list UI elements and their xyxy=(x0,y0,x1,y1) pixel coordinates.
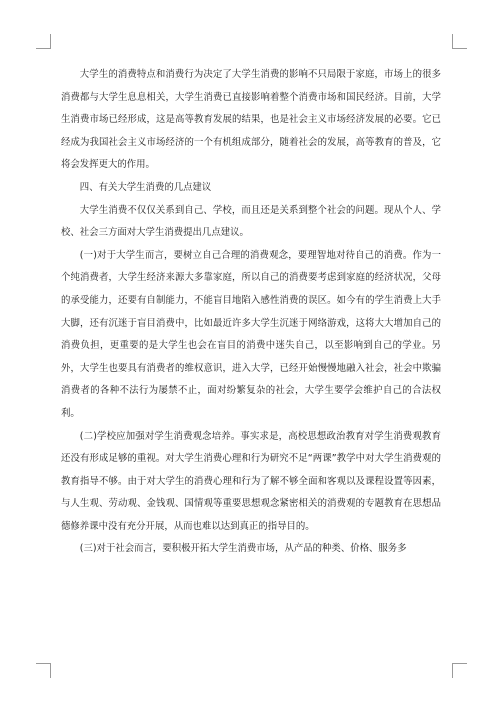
paragraph-suggestions-intro: 大学生消费不仅仅关系到自己、学校，而且还是关系到整个社会的问题。现从个人、学校、社会三方面对大学生消费提出几点建议。 xyxy=(61,204,441,239)
document-body xyxy=(61,64,441,561)
paragraph-consumption-impact: 大学生的消费特点和消费行为决定了大学生消费的影响不只局限于家庭，市场上的很多消费都与大学生息息相关，大学生消费已直接影响着整个消费市场和国民经济。目前，大学生消费市场已经形成，这是高等教育发展的结果，也是社会主义市场经济发展的必要。它已经成为我国社会主义市场经济的一个有机组成部分，随着社会的发展，高等教育的普及，它将会发挥更大的作用。 xyxy=(61,69,441,171)
section-heading-suggestions: 四、有关大学生消费的几点建议 xyxy=(79,181,212,193)
crop-mark-top-left xyxy=(36,34,51,49)
crop-mark-bottom-left xyxy=(36,663,51,678)
paragraph-school-suggestion: (二)学校应加强对学生消费观念培养。事实求是，高校思想政治教育对学生消费观教育还没有形成足够的重视。对大学生消费心理和行为研究不足“两课”教学中对大学生消费观的教育指导不够。由于对大学生的消费心理和行为了解不够全面和客观以及课程设置等因素，与人生观、劳动观、金钱观、国情观等重要思想观念紧密相关的消费观的专题教育在思想品德修养课中没有充分开展，从而也难以达到真正的指导目的。 xyxy=(61,430,441,532)
crop-mark-top-right xyxy=(452,34,467,49)
crop-mark-bottom-right xyxy=(452,663,467,678)
paragraph-society-suggestion: (三)对于社会而言，要积极开拓大学生消费市场，从产品的种类、价格、服务多 xyxy=(79,543,407,555)
paragraph-student-suggestion: (一)对于大学生而言，要树立自己合理的消费观念，要理智地对待自己的消费。作为一个纯消费者，大学生经济来源大多靠家庭，所以自己的消费要考虑到家庭的经济状况，父母的承受能力，还要有自制能力，不能盲目地陷入感性消费的误区。如今有的学生消费上大手大脚，还有沉迷于盲目消费中，比如最近许多大学生沉迷于网络游戏，这将大大增加自己的消费负担，更重要的是大学生也会在盲目的消费中迷失自己，以至影响到自己的学业。另外，大学生也要具有消费者的维权意识，进入大学，已经开始慢慢地融入社会，社会中欺骗消费者的各种不法行为屡禁不止，面对纷繁复杂的社会，大学生要学会维护自己的合法权利。 xyxy=(61,249,441,419)
